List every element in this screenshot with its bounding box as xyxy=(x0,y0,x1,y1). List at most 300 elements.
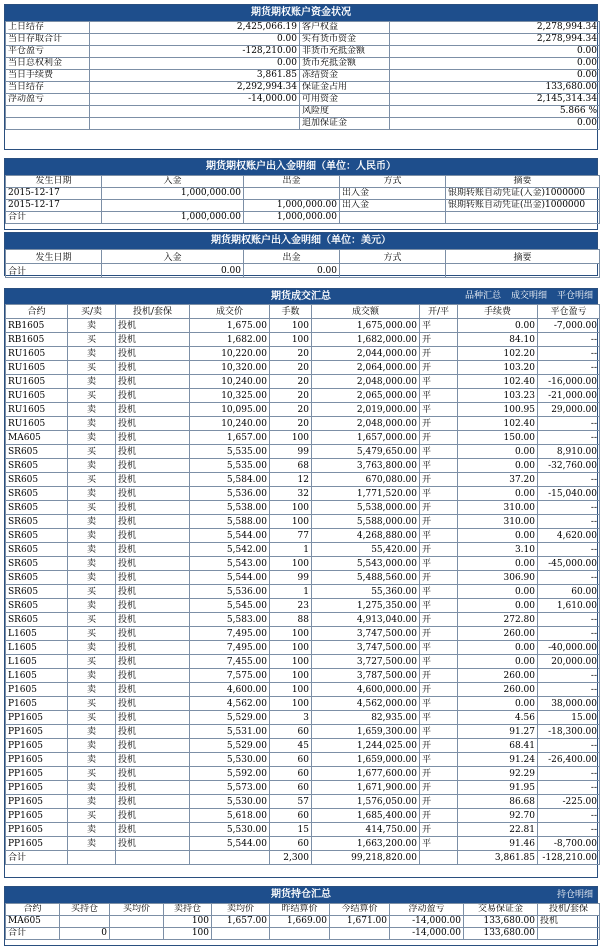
trade-cell: 买 xyxy=(68,627,116,641)
trade-cell: 10,320.00 xyxy=(190,361,270,375)
trade-row xyxy=(6,347,600,361)
account-label: 货币充抵金额 xyxy=(300,58,390,70)
rmb-row xyxy=(6,188,600,200)
account-row xyxy=(6,22,600,34)
account-summary-table xyxy=(5,21,600,130)
trade-cell: 60.00 xyxy=(538,585,600,599)
position-header-cell: 买均价 xyxy=(110,904,164,916)
trade-cell: 投机 xyxy=(116,585,190,599)
trade-cell: 买 xyxy=(68,585,116,599)
trade-cell: 5,584.00 xyxy=(190,473,270,487)
trade-cell: -- xyxy=(538,515,600,529)
trade-cell: 1,659,300.00 xyxy=(312,725,420,739)
trade-cell: 开 xyxy=(420,739,458,753)
trade-cell: 卖 xyxy=(68,487,116,501)
trade-row xyxy=(6,627,600,641)
trade-cell: 5,535.00 xyxy=(190,445,270,459)
position-cell xyxy=(212,928,270,940)
trade-row xyxy=(6,739,600,753)
trade-cell: 1,771,520.00 xyxy=(312,487,420,501)
rmb-header-cell: 发生日期 xyxy=(6,176,102,188)
trade-cell: 15 xyxy=(270,823,312,837)
trade-cell: 卖 xyxy=(68,781,116,795)
trade-cell: 306.90 xyxy=(458,571,538,585)
trade-header-cell: 开/平 xyxy=(420,305,458,319)
trade-cell: 开 xyxy=(420,683,458,697)
trade-cell: 310.00 xyxy=(458,515,538,529)
trade-cell: 29,000.00 xyxy=(538,403,600,417)
trade-cell: 开 xyxy=(420,669,458,683)
account-label: 平仓盈亏 xyxy=(6,46,90,58)
position-header-cell: 今结算价 xyxy=(330,904,390,916)
trade-cell: P1605 xyxy=(6,697,68,711)
position-cell: -14,000.00 xyxy=(390,916,464,928)
trade-cell: 投机 xyxy=(116,319,190,333)
position-cell xyxy=(330,928,390,940)
trade-cell: 1,682.00 xyxy=(190,333,270,347)
trade-cell: 60 xyxy=(270,767,312,781)
trade-cell: 5,529.00 xyxy=(190,711,270,725)
trade-header-cell: 手数 xyxy=(270,305,312,319)
trade-row xyxy=(6,711,600,725)
trade-cell: 投机 xyxy=(116,333,190,347)
account-value: 0.00 xyxy=(390,46,600,58)
trade-cell: 0.00 xyxy=(458,641,538,655)
position-header-cell: 卖均价 xyxy=(212,904,270,916)
trade-cell xyxy=(420,851,458,865)
usd-header-cell: 出金 xyxy=(244,250,340,264)
account-summary-title: 期货期权账户资金状况 xyxy=(5,5,597,21)
trade-cell: 102.20 xyxy=(458,347,538,361)
usd-row xyxy=(6,264,600,278)
trade-cell: 23 xyxy=(270,599,312,613)
trade-cell: 平 xyxy=(420,641,458,655)
trade-cell: 开 xyxy=(420,627,458,641)
trade-cell: -- xyxy=(538,669,600,683)
trade-cell: 投机 xyxy=(116,641,190,655)
trade-cell: SR605 xyxy=(6,515,68,529)
trade-cell: 3,747,500.00 xyxy=(312,627,420,641)
trade-cell: 2,044,000.00 xyxy=(312,347,420,361)
rmb-cell: 银期转账自动凭证(入金)1000000 xyxy=(446,188,600,200)
trade-cell: 卖 xyxy=(68,669,116,683)
usd-cell: 合计 xyxy=(6,264,102,278)
trade-header-row xyxy=(6,305,600,319)
trade-cell: -32,760.00 xyxy=(538,459,600,473)
trade-cell: 投机 xyxy=(116,767,190,781)
trade-row xyxy=(6,389,600,403)
account-label: 实有货币资金 xyxy=(300,34,390,46)
trade-cell: -- xyxy=(538,809,600,823)
trade-cell: 55,360.00 xyxy=(312,585,420,599)
trade-cell: -- xyxy=(538,823,600,837)
trade-cell: SR605 xyxy=(6,613,68,627)
trades-link-2[interactable]: 平仓明细 xyxy=(556,291,593,301)
trade-cell: 1,657,000.00 xyxy=(312,431,420,445)
rmb-header-cell: 方式 xyxy=(340,176,446,188)
trade-cell: RU1605 xyxy=(6,347,68,361)
trade-cell: 投机 xyxy=(116,389,190,403)
trade-cell: 投机 xyxy=(116,599,190,613)
positions-title-bar xyxy=(5,887,597,903)
trade-row xyxy=(6,725,600,739)
trade-cell: SR605 xyxy=(6,473,68,487)
trade-row xyxy=(6,613,600,627)
trade-cell: 8,910.00 xyxy=(538,445,600,459)
rmb-cell: 银期转账自动凭证(出金)1000000 xyxy=(446,200,600,212)
trade-cell: 开 xyxy=(420,417,458,431)
trade-row xyxy=(6,767,600,781)
trade-cell: 2,019,000.00 xyxy=(312,403,420,417)
trades-link-1[interactable]: 成交明细 xyxy=(510,291,547,301)
trade-cell: 2,048,000.00 xyxy=(312,375,420,389)
trade-row xyxy=(6,781,600,795)
trade-cell: 卖 xyxy=(68,403,116,417)
trade-row xyxy=(6,529,600,543)
trade-cell: 平 xyxy=(420,557,458,571)
trade-cell: 103.20 xyxy=(458,361,538,375)
trade-cell: 1,682,000.00 xyxy=(312,333,420,347)
rmb-deposit-title: 期货期权账户出入金明细（单位：人民币） xyxy=(5,159,597,175)
trade-cell: 260.00 xyxy=(458,669,538,683)
trade-cell: 投机 xyxy=(116,473,190,487)
trade-cell: 5,543,000.00 xyxy=(312,557,420,571)
trade-cell: 1,663,200.00 xyxy=(312,837,420,851)
account-row xyxy=(6,46,600,58)
account-label: 当日存取合计 xyxy=(6,34,90,46)
trade-cell: 99 xyxy=(270,571,312,585)
trade-cell: 投机 xyxy=(116,753,190,767)
trade-cell: 卖 xyxy=(68,641,116,655)
trade-cell: -- xyxy=(538,417,600,431)
trade-cell: 开 xyxy=(420,613,458,627)
account-value: 133,680.00 xyxy=(390,82,600,94)
usd-deposit-title: 期货期权账户出入金明细（单位：美元） xyxy=(5,233,597,249)
trade-cell: RU1605 xyxy=(6,403,68,417)
trade-cell: 开 xyxy=(420,473,458,487)
trade-cell: -- xyxy=(538,613,600,627)
position-cell: MA605 xyxy=(6,916,60,928)
trade-cell: 0.00 xyxy=(458,655,538,669)
trade-cell: 投机 xyxy=(116,809,190,823)
trade-cell: RU1605 xyxy=(6,375,68,389)
account-summary-panel xyxy=(4,4,598,150)
trade-cell: -8,700.00 xyxy=(538,837,600,851)
trade-cell: 100.95 xyxy=(458,403,538,417)
position-cell: 100 xyxy=(164,916,212,928)
trade-cell: 100 xyxy=(270,697,312,711)
trade-cell: 买 xyxy=(68,697,116,711)
trade-cell: 45 xyxy=(270,739,312,753)
trade-cell: 2,065,000.00 xyxy=(312,389,420,403)
trade-cell: 平 xyxy=(420,403,458,417)
trade-cell: 平 xyxy=(420,837,458,851)
trade-row xyxy=(6,837,600,851)
trade-cell: 5,535.00 xyxy=(190,459,270,473)
trade-cell: 100 xyxy=(270,627,312,641)
trade-cell: 开 xyxy=(420,333,458,347)
trade-row xyxy=(6,501,600,515)
trade-cell: 4,562.00 xyxy=(190,697,270,711)
trade-cell: 60 xyxy=(270,725,312,739)
trade-cell: 5,583.00 xyxy=(190,613,270,627)
trade-row xyxy=(6,515,600,529)
trade-cell: 开 xyxy=(420,781,458,795)
trade-cell: 投机 xyxy=(116,613,190,627)
account-label: 保证金占用 xyxy=(300,82,390,94)
trade-cell: 100 xyxy=(270,557,312,571)
account-label xyxy=(6,118,90,130)
trade-cell: 卖 xyxy=(68,347,116,361)
trade-cell: 15.00 xyxy=(538,711,600,725)
trade-cell: -- xyxy=(538,767,600,781)
trade-cell: 卖 xyxy=(68,417,116,431)
trade-cell: 5,542.00 xyxy=(190,543,270,557)
trade-cell: PP1605 xyxy=(6,823,68,837)
trade-cell: RB1605 xyxy=(6,319,68,333)
trade-cell: 投机 xyxy=(116,837,190,851)
trade-cell: 5,530.00 xyxy=(190,753,270,767)
trade-header-cell: 成交额 xyxy=(312,305,420,319)
trade-cell: 92.29 xyxy=(458,767,538,781)
trade-cell: 102.40 xyxy=(458,417,538,431)
trade-cell: 10,240.00 xyxy=(190,417,270,431)
trade-cell: 91.46 xyxy=(458,837,538,851)
rmb-cell xyxy=(102,200,244,212)
position-header-cell: 买持仓 xyxy=(60,904,110,916)
trades-links xyxy=(455,289,593,304)
trade-cell: 卖 xyxy=(68,529,116,543)
trade-cell: -40,000.00 xyxy=(538,641,600,655)
trades-link-0[interactable]: 品种汇总 xyxy=(464,291,501,301)
usd-cell: 0.00 xyxy=(102,264,244,278)
trade-cell: 投机 xyxy=(116,515,190,529)
trade-cell: 84.10 xyxy=(458,333,538,347)
trade-cell: 7,455.00 xyxy=(190,655,270,669)
trade-cell: -15,040.00 xyxy=(538,487,600,501)
trade-cell: SR605 xyxy=(6,599,68,613)
trade-cell: 投机 xyxy=(116,361,190,375)
trade-cell: 投机 xyxy=(116,417,190,431)
trade-cell: 5,529.00 xyxy=(190,739,270,753)
trade-cell: 5,545.00 xyxy=(190,599,270,613)
trade-cell: 99,218,820.00 xyxy=(312,851,420,865)
trade-cell: 10,240.00 xyxy=(190,375,270,389)
trade-cell: 1,610.00 xyxy=(538,599,600,613)
trade-cell: 5,544.00 xyxy=(190,571,270,585)
trade-cell: -- xyxy=(538,739,600,753)
trade-cell: 卖 xyxy=(68,375,116,389)
trade-cell: 卖 xyxy=(68,753,116,767)
trade-row xyxy=(6,543,600,557)
trade-cell: 7,495.00 xyxy=(190,627,270,641)
account-value: 2,278,994.34 xyxy=(390,22,600,34)
usd-deposit-table xyxy=(5,249,600,278)
usd-deposit-panel xyxy=(4,232,598,276)
trade-cell: 投机 xyxy=(116,683,190,697)
trade-cell: 10,220.00 xyxy=(190,347,270,361)
account-value: 5.866 % xyxy=(390,106,600,118)
trade-row xyxy=(6,795,600,809)
trade-cell: 38,000.00 xyxy=(538,697,600,711)
trade-cell: 5,544.00 xyxy=(190,529,270,543)
trade-cell xyxy=(190,851,270,865)
account-label: 客户权益 xyxy=(300,22,390,34)
trade-cell: 1,657.00 xyxy=(190,431,270,445)
trade-cell: 开 xyxy=(420,431,458,445)
trade-cell: 平 xyxy=(420,585,458,599)
trade-cell: 5,588,000.00 xyxy=(312,515,420,529)
trade-cell: RU1605 xyxy=(6,361,68,375)
trade-cell: 4,268,880.00 xyxy=(312,529,420,543)
trade-cell xyxy=(68,851,116,865)
trade-cell: 1,659,000.00 xyxy=(312,753,420,767)
trade-cell: SR605 xyxy=(6,487,68,501)
trade-row xyxy=(6,683,600,697)
trade-cell: 投机 xyxy=(116,487,190,501)
rmb-cell: 合计 xyxy=(6,212,102,224)
trade-cell: -128,210.00 xyxy=(538,851,600,865)
trade-cell: 投机 xyxy=(116,543,190,557)
trades-title: 期货成交汇总 xyxy=(271,291,331,302)
trade-row xyxy=(6,851,600,865)
rmb-cell: 1,000,000.00 xyxy=(102,212,244,224)
trade-cell: -7,000.00 xyxy=(538,319,600,333)
account-label: 追加保证金 xyxy=(300,118,390,130)
account-row xyxy=(6,70,600,82)
account-label: 冻结资金 xyxy=(300,70,390,82)
trade-cell: 开 xyxy=(420,823,458,837)
trade-cell: 12 xyxy=(270,473,312,487)
trade-row xyxy=(6,599,600,613)
trade-cell: 1,677,600.00 xyxy=(312,767,420,781)
trade-cell: PP1605 xyxy=(6,795,68,809)
trade-cell: 5,592.00 xyxy=(190,767,270,781)
account-row xyxy=(6,58,600,70)
trade-row xyxy=(6,403,600,417)
trade-cell: 1,244,025.00 xyxy=(312,739,420,753)
trade-cell: 投机 xyxy=(116,781,190,795)
trade-cell: 投机 xyxy=(116,795,190,809)
trades-panel xyxy=(4,288,598,878)
trade-row xyxy=(6,753,600,767)
account-value: 0.00 xyxy=(390,118,600,130)
position-cell xyxy=(110,916,164,928)
trade-cell: 91.24 xyxy=(458,753,538,767)
trade-cell: 5,543.00 xyxy=(190,557,270,571)
trade-cell: 卖 xyxy=(68,739,116,753)
trades-title-bar xyxy=(5,289,597,304)
trade-cell: 4,562,000.00 xyxy=(312,697,420,711)
trade-cell: RB1605 xyxy=(6,333,68,347)
trade-cell: 5,538,000.00 xyxy=(312,501,420,515)
trade-cell: 5,488,560.00 xyxy=(312,571,420,585)
trade-cell: 买 xyxy=(68,389,116,403)
trade-cell: 买 xyxy=(68,809,116,823)
trade-cell: 4,600,000.00 xyxy=(312,683,420,697)
rmb-header-cell: 摘要 xyxy=(446,176,600,188)
trade-cell: 4,600.00 xyxy=(190,683,270,697)
trade-cell: 投机 xyxy=(116,445,190,459)
trade-cell: SR605 xyxy=(6,529,68,543)
trade-cell: 10,325.00 xyxy=(190,389,270,403)
trades-table xyxy=(5,304,600,865)
trade-cell: 平 xyxy=(420,487,458,501)
trade-cell: 投机 xyxy=(116,347,190,361)
trade-cell: L1605 xyxy=(6,669,68,683)
trade-cell: -- xyxy=(538,683,600,697)
account-value xyxy=(90,118,300,130)
trade-cell: 投机 xyxy=(116,823,190,837)
trade-row xyxy=(6,431,600,445)
trade-cell: 投机 xyxy=(116,725,190,739)
trade-cell: 买 xyxy=(68,473,116,487)
trade-cell: PP1605 xyxy=(6,767,68,781)
trade-cell: PP1605 xyxy=(6,739,68,753)
trade-row xyxy=(6,459,600,473)
trade-cell: 100 xyxy=(270,515,312,529)
account-row xyxy=(6,34,600,46)
position-row xyxy=(6,928,600,940)
trade-cell: -- xyxy=(538,347,600,361)
account-value: 2,145,314.34 xyxy=(390,94,600,106)
account-label: 当日结存 xyxy=(6,82,90,94)
trade-cell: 5,618.00 xyxy=(190,809,270,823)
trade-cell: 平 xyxy=(420,529,458,543)
trade-row xyxy=(6,697,600,711)
rmb-cell: 1,000,000.00 xyxy=(244,212,340,224)
trade-cell: 100 xyxy=(270,641,312,655)
trade-cell: 2,048,000.00 xyxy=(312,417,420,431)
trade-cell: 20 xyxy=(270,389,312,403)
trade-cell: -- xyxy=(538,361,600,375)
trade-cell: 卖 xyxy=(68,571,116,585)
position-detail-link[interactable]: 持仓明细 xyxy=(556,890,593,900)
trade-row xyxy=(6,333,600,347)
trade-cell: 平 xyxy=(420,697,458,711)
rmb-cell: 出入金 xyxy=(340,200,446,212)
trade-cell: 1,685,400.00 xyxy=(312,809,420,823)
position-cell xyxy=(110,928,164,940)
trade-cell: 0.00 xyxy=(458,529,538,543)
trade-cell: 260.00 xyxy=(458,627,538,641)
position-cell: 133,680.00 xyxy=(464,916,538,928)
trade-cell: -- xyxy=(538,501,600,515)
rmb-header-row xyxy=(6,176,600,188)
trade-cell: 卖 xyxy=(68,515,116,529)
trade-cell: PP1605 xyxy=(6,781,68,795)
trade-row xyxy=(6,655,600,669)
trade-cell: 670,080.00 xyxy=(312,473,420,487)
trade-row xyxy=(6,361,600,375)
trade-cell: 414,750.00 xyxy=(312,823,420,837)
trade-cell: -- xyxy=(538,431,600,445)
trade-cell: 22.81 xyxy=(458,823,538,837)
trade-row xyxy=(6,641,600,655)
trade-cell: 开 xyxy=(420,543,458,557)
trade-cell: 10,095.00 xyxy=(190,403,270,417)
trade-cell: -18,300.00 xyxy=(538,725,600,739)
trade-cell: 开 xyxy=(420,809,458,823)
trade-cell: 32 xyxy=(270,487,312,501)
trade-row xyxy=(6,473,600,487)
trade-cell: 4,620.00 xyxy=(538,529,600,543)
position-header-cell: 卖持仓 xyxy=(164,904,212,916)
trade-cell: 合计 xyxy=(6,851,68,865)
trade-row xyxy=(6,823,600,837)
trade-cell: 60 xyxy=(270,753,312,767)
rmb-row xyxy=(6,200,600,212)
